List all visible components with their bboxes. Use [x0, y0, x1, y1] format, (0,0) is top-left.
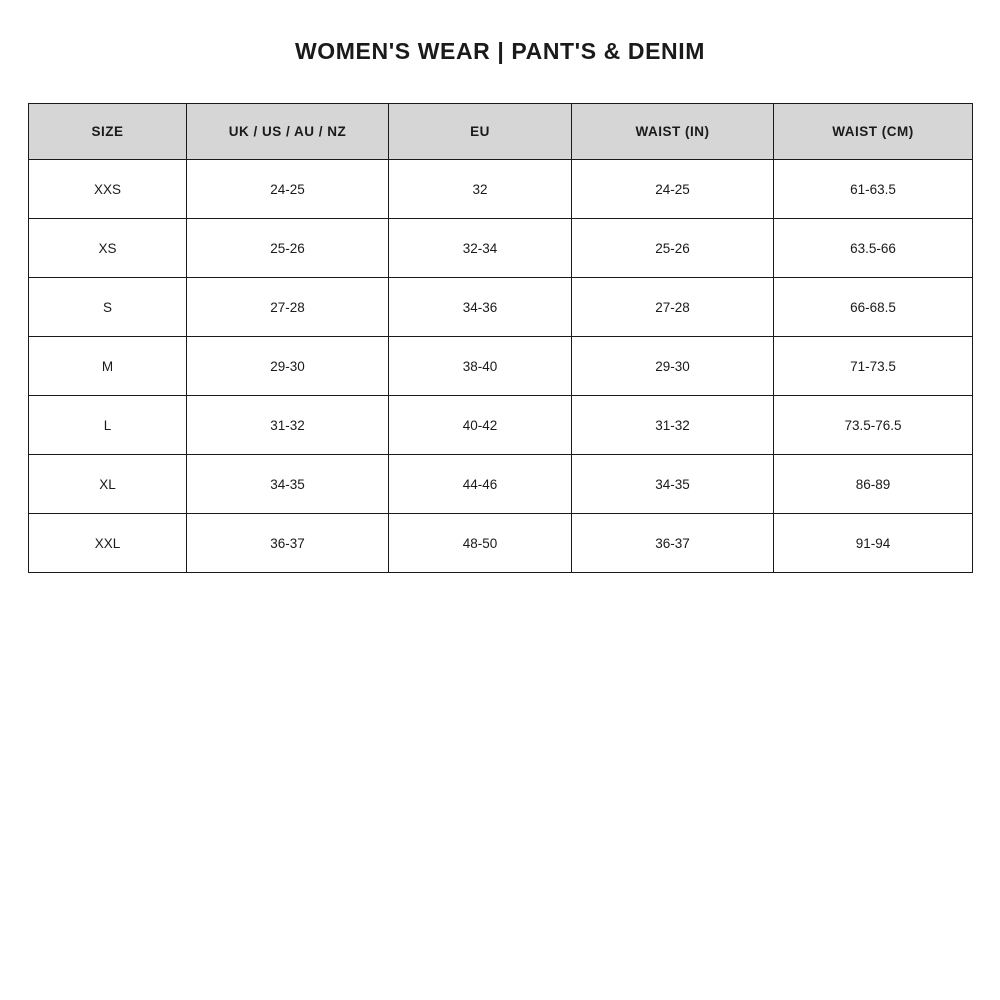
column-header-waist-in: WAIST (IN) [572, 104, 774, 160]
size-table [28, 103, 973, 573]
cell-waist-in: 34-35 [572, 455, 774, 514]
cell-uk-us-au-nz: 36-37 [187, 514, 389, 573]
column-header-size: SIZE [29, 104, 187, 160]
table-row [29, 514, 973, 573]
cell-waist-cm: 71-73.5 [774, 337, 973, 396]
page-title: WOMEN'S WEAR | PANT'S & DENIM [294, 38, 705, 64]
cell-uk-us-au-nz: 24-25 [187, 160, 389, 219]
cell-eu: 40-42 [389, 396, 572, 455]
table-row [29, 455, 973, 514]
table-row [29, 278, 973, 337]
table-row [29, 160, 973, 219]
cell-uk-us-au-nz: 27-28 [187, 278, 389, 337]
cell-uk-us-au-nz: 34-35 [187, 455, 389, 514]
cell-uk-us-au-nz: 29-30 [187, 337, 389, 396]
column-header-eu: EU [389, 104, 572, 160]
cell-waist-in: 25-26 [572, 219, 774, 278]
size-table-container [28, 103, 972, 573]
cell-eu: 44-46 [389, 455, 572, 514]
table-header-row [29, 104, 973, 160]
cell-size: M [29, 337, 187, 396]
cell-waist-cm: 63.5-66 [774, 219, 973, 278]
cell-waist-in: 36-37 [572, 514, 774, 573]
cell-waist-cm: 66-68.5 [774, 278, 973, 337]
table-row [29, 219, 973, 278]
cell-eu: 32-34 [389, 219, 572, 278]
cell-waist-in: 24-25 [572, 160, 774, 219]
cell-size: XL [29, 455, 187, 514]
cell-eu: 32 [389, 160, 572, 219]
cell-waist-cm: 73.5-76.5 [774, 396, 973, 455]
table-row [29, 337, 973, 396]
cell-size: XS [29, 219, 187, 278]
table-body [29, 160, 973, 573]
cell-size: XXS [29, 160, 187, 219]
cell-uk-us-au-nz: 25-26 [187, 219, 389, 278]
table-header [29, 104, 973, 160]
cell-waist-in: 27-28 [572, 278, 774, 337]
column-header-uk-us-au-nz: UK / US / AU / NZ [187, 104, 389, 160]
cell-uk-us-au-nz: 31-32 [187, 396, 389, 455]
cell-waist-cm: 91-94 [774, 514, 973, 573]
column-header-waist-cm: WAIST (CM) [774, 104, 973, 160]
cell-size: XXL [29, 514, 187, 573]
cell-waist-in: 31-32 [572, 396, 774, 455]
cell-eu: 48-50 [389, 514, 572, 573]
cell-size: L [29, 396, 187, 455]
cell-size: S [29, 278, 187, 337]
cell-waist-cm: 61-63.5 [774, 160, 973, 219]
cell-eu: 38-40 [389, 337, 572, 396]
cell-waist-cm: 86-89 [774, 455, 973, 514]
table-row [29, 396, 973, 455]
cell-eu: 34-36 [389, 278, 572, 337]
cell-waist-in: 29-30 [572, 337, 774, 396]
